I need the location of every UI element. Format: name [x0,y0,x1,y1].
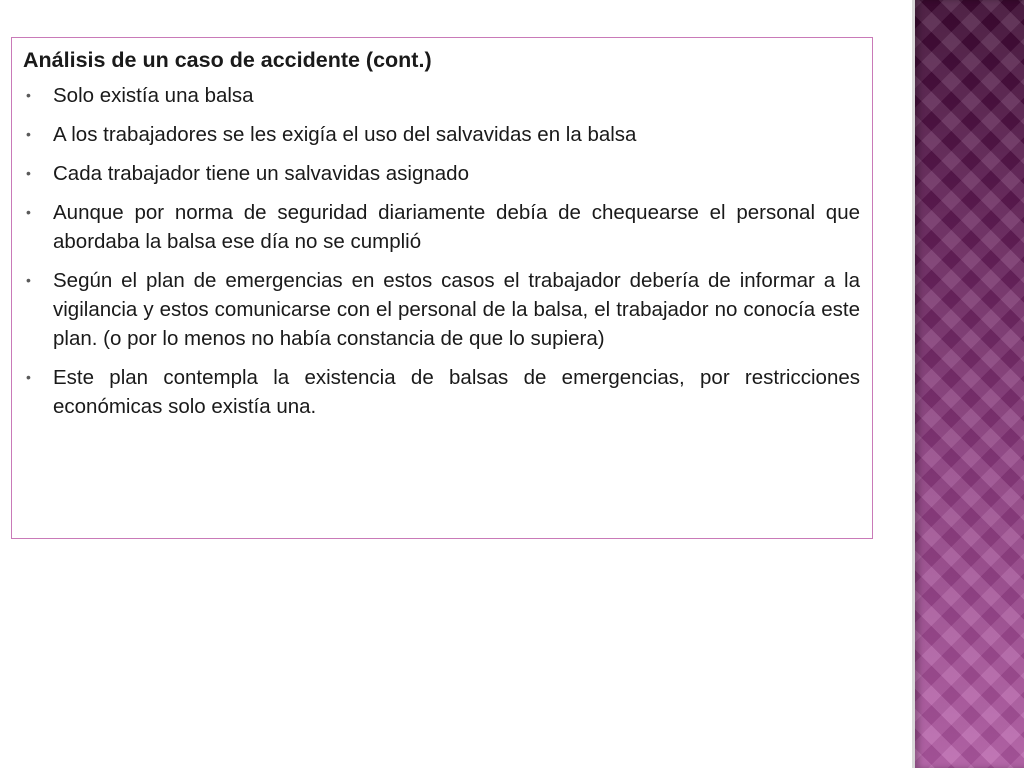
bullet-item [23,363,864,421]
content-box [11,37,873,539]
bullet-text: A los trabajadores se les exigía el uso del salvavidas en la balsa [53,123,637,146]
bullet-text: Solo existía una balsa [53,84,254,107]
bullet-icon: • [26,369,31,385]
decorative-side-band [912,0,1024,768]
bullet-icon: • [26,165,31,181]
bullet-text: Este plan contempla la existencia de balsas de emergencias, por restricciones económicas solo existía una. [53,366,860,418]
bullet-text: Cada trabajador tiene un salvavidas asignado [53,162,469,185]
bullet-item [23,81,864,110]
bullet-text: Según el plan de emergencias en estos casos el trabajador debería de informar a la vigilancia y estos comunicarse con el personal de la balsa, el trabajador no conocía este plan. (o por lo menos no había constancia de que lo supiera) [53,269,860,350]
bullet-list [23,81,864,421]
bullet-item [23,198,864,256]
bullet-item [23,266,864,353]
slide-title: Análisis de un caso de accidente (cont.) [23,48,432,72]
bullet-icon: • [26,126,31,142]
bullet-icon: • [26,272,31,288]
bullet-icon: • [26,204,31,220]
bullet-item [23,120,864,149]
bullet-icon: • [26,87,31,103]
bullet-item [23,159,864,188]
bullet-text: Aunque por norma de seguridad diariamente debía de chequearse el personal que abordaba la balsa ese día no se cumplió [53,201,860,253]
